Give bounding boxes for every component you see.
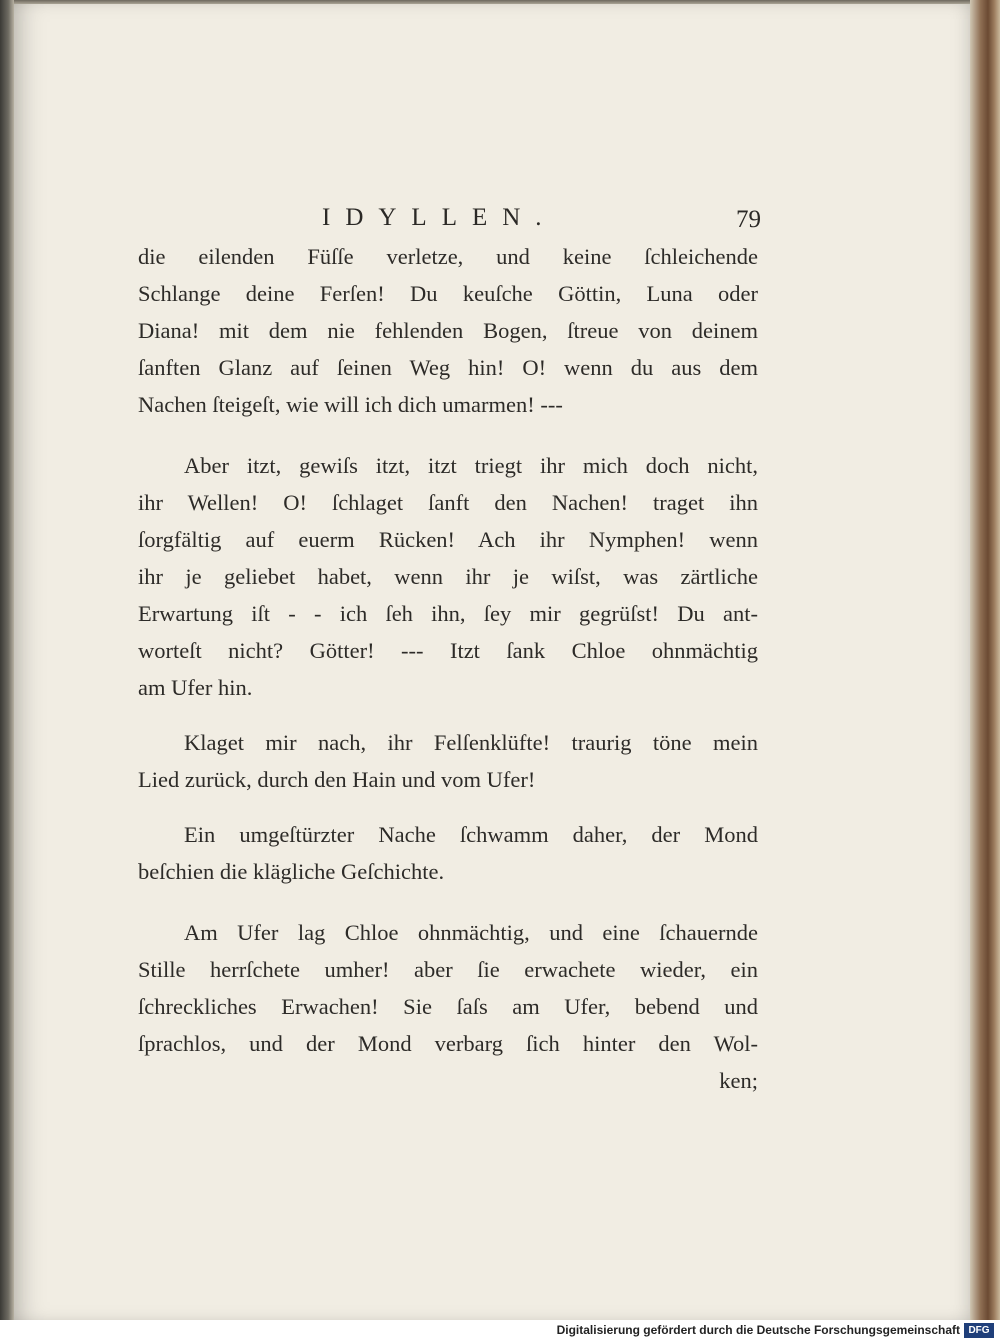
dfg-logo: DFG xyxy=(964,1323,994,1338)
body-text xyxy=(138,238,758,1099)
paragraph xyxy=(138,914,758,1062)
text-line: Schlange deine Ferſen! Du keuſche Göttin, Luna oder xyxy=(138,281,758,306)
text-line: worteſt nicht? Götter! --- Itzt ſank Chloe ohnmächtig xyxy=(138,638,758,663)
catchword: ken; xyxy=(719,1068,758,1093)
text-line: Klaget mir nach, ihr Felſenklüfte! traurig töne mein xyxy=(184,730,758,755)
text-line: am Ufer hin. xyxy=(138,675,253,700)
paragraph xyxy=(138,724,758,798)
book-spine-shadow xyxy=(0,0,14,1320)
paragraph xyxy=(138,447,758,706)
text-line: beſchien die klägliche Geſchichte. xyxy=(138,859,445,884)
text-line: ſanften Glanz auf ſeinen Weg hin! O! wenn du aus dem xyxy=(138,355,758,380)
text-line: Lied zurück, durch den Hain und vom Ufer! xyxy=(138,767,536,792)
running-title: IDYLLEN. xyxy=(322,204,557,231)
text-line: Stille herrſchete umher! aber ſie erwachete wieder, ein xyxy=(138,957,758,982)
paragraph xyxy=(138,816,758,890)
text-line: Nachen ſteigeſt, wie will ich dich umarmen! --- xyxy=(138,392,563,417)
text-line: ihr je geliebet habet, wenn ihr je wiſst, was zärtliche xyxy=(138,564,758,589)
book-fore-edge xyxy=(970,0,1000,1320)
text-line: Aber itzt, gewiſs itzt, itzt triegt ihr mich doch nicht, xyxy=(184,453,758,478)
paragraph xyxy=(138,238,758,423)
text-line: Erwartung iſt - - ich ſeh ihn, ſey mir gegrüſst! Du ant- xyxy=(138,601,758,626)
book-page xyxy=(14,4,970,1320)
funding-credit: Digitalisierung gefördert durch die Deutsche Forschungsgemeinschaft xyxy=(556,1323,960,1337)
text-line: Diana! mit dem nie fehlenden Bogen, ſtreue von deinem xyxy=(138,318,758,343)
text-line: Ein umgeſtürzter Nache ſchwamm daher, der Mond xyxy=(184,822,758,847)
text-line: Am Ufer lag Chloe ohnmächtig, und eine ſchauernde xyxy=(184,920,758,945)
text-line: die eilenden Füſſe verletze, und keine ſchleichende xyxy=(138,244,758,269)
page-number: 79 xyxy=(736,206,761,233)
text-line: ſchreckliches Erwachen! Sie ſaſs am Ufer, bebend und xyxy=(138,994,758,1019)
digitization-footer xyxy=(0,1320,1000,1342)
text-line: ſprachlos, und der Mond verbarg ſich hinter den Wol- xyxy=(138,1031,758,1056)
text-line: ihr Wellen! O! ſchlaget ſanft den Nachen! traget ihn xyxy=(138,490,758,515)
text-line: ſorgfältig auf euerm Rücken! Ach ihr Nymphen! wenn xyxy=(138,527,758,552)
